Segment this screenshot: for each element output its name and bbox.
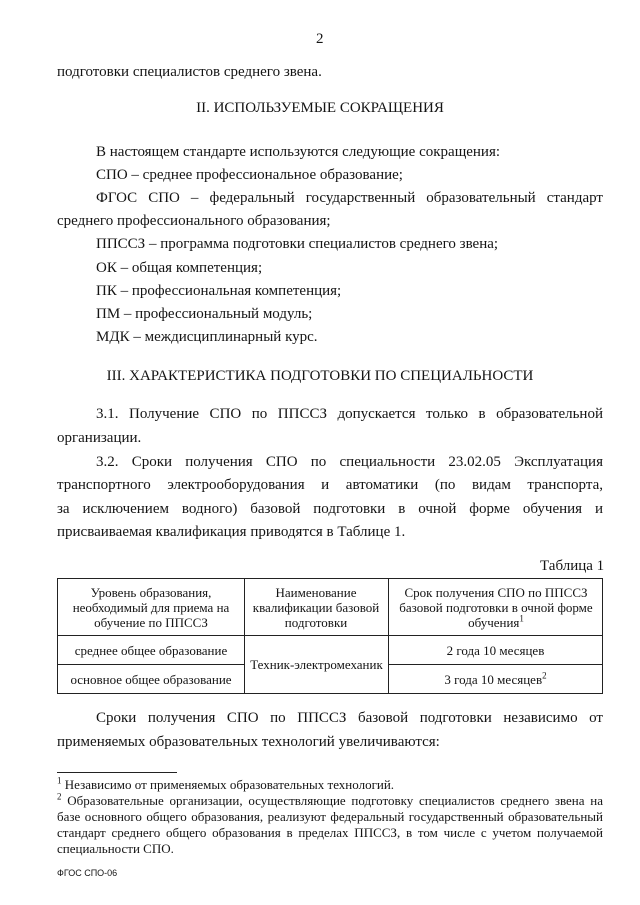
section-3-heading: III. ХАРАКТЕРИСТИКА ПОДГОТОВКИ ПО СПЕЦИАЛЬНОСТИ [106, 368, 534, 384]
header-duration: Срок получения СПО по ППССЗ базовой подготовки в очной форме обучения$^1$ [399, 584, 593, 630]
footnote-2-line3: стандарт среднего общего образования в пределах ППССЗ, в том числе с учетом получаемой [57, 825, 603, 840]
continuation-text: подготовки специалистов среднего звена. [57, 64, 322, 80]
table-row-level: среднее общее образование [74, 642, 228, 658]
abbr-spo: СПО – среднее профессиональное образование; [96, 167, 403, 183]
abbr-mdk: МДК – междисциплинарный курс. [96, 329, 318, 345]
abbr-fgos-line1: ФГОС СПО – федеральный государственный образовательный стандарт [96, 190, 603, 206]
footnote-ref-1: 1 [519, 613, 524, 624]
after-table-line2: применяемых образовательных технологий увеличиваются: [57, 734, 440, 750]
table-row-level: основное общее образование [70, 671, 232, 687]
abbr-fgos-line2: среднего профессионального образования; [57, 213, 331, 229]
qualification-cell: Техник-электромеханик [250, 657, 383, 672]
footer-code: ФГОС СПО-06 [57, 868, 118, 878]
footnote-divider [57, 772, 177, 773]
para-3-2-line2: транспортного электрооборудования и автоматики (по видам транспорта, [57, 477, 603, 493]
duration-table [57, 578, 603, 694]
footnote-1: $^1$ Независимо от применяемых образовательных технологий. [57, 775, 395, 792]
footnote-2-line2: базе основного общего образования, реализуют федеральный государственный образовательный [57, 809, 603, 824]
para-3-1-line2: организации. [57, 430, 142, 446]
para-3-2-line1: 3.2. Сроки получения СПО по специальности 23.02.05 Эксплуатация [96, 454, 603, 470]
page-number: 2 [316, 31, 324, 47]
footnote-2-line4: специальности СПО. [57, 841, 174, 856]
table-row-duration: 3 года 10 месяцев$^2$ [444, 670, 547, 687]
para-3-2-line3: за исключением водного) базовой подготовки в очной форме обучения и [57, 501, 603, 517]
abbr-pm: ПМ – профессиональный модуль; [96, 306, 313, 322]
abbr-ok: ОК – общая компетенция; [96, 260, 263, 276]
section-2-heading: II. ИСПОЛЬЗУЕМЫЕ СОКРАЩЕНИЯ [196, 100, 444, 116]
footnote-2-line1: $^2$ Образовательные организации, осуществляющие подготовку специалистов среднего звена на [57, 791, 604, 808]
header-qualification: Наименование квалификации базовой подготовки [252, 584, 380, 630]
para-3-2-line4: присваиваемая квалификация приводятся в Таблице 1. [57, 524, 406, 540]
abbr-pk: ПК – профессиональная компетенция; [96, 283, 342, 299]
abbr-intro: В настоящем стандарте используются следующие сокращения: [96, 144, 501, 160]
table-caption: Таблица 1 [540, 558, 605, 574]
para-3-1-line1: 3.1. Получение СПО по ППССЗ допускается только в образовательной [96, 406, 603, 422]
header-education-level: Уровень образования, необходимый для приема на обучение по ППССЗ [72, 584, 230, 630]
table-row-duration: 2 года 10 месяцев [446, 642, 545, 658]
abbr-ppssz: ППССЗ – программа подготовки специалистов среднего звена; [96, 236, 499, 252]
footnote-ref-2: 2 [542, 670, 547, 681]
after-table-line1: Сроки получения СПО по ППССЗ базовой подготовки независимо от [96, 710, 603, 726]
